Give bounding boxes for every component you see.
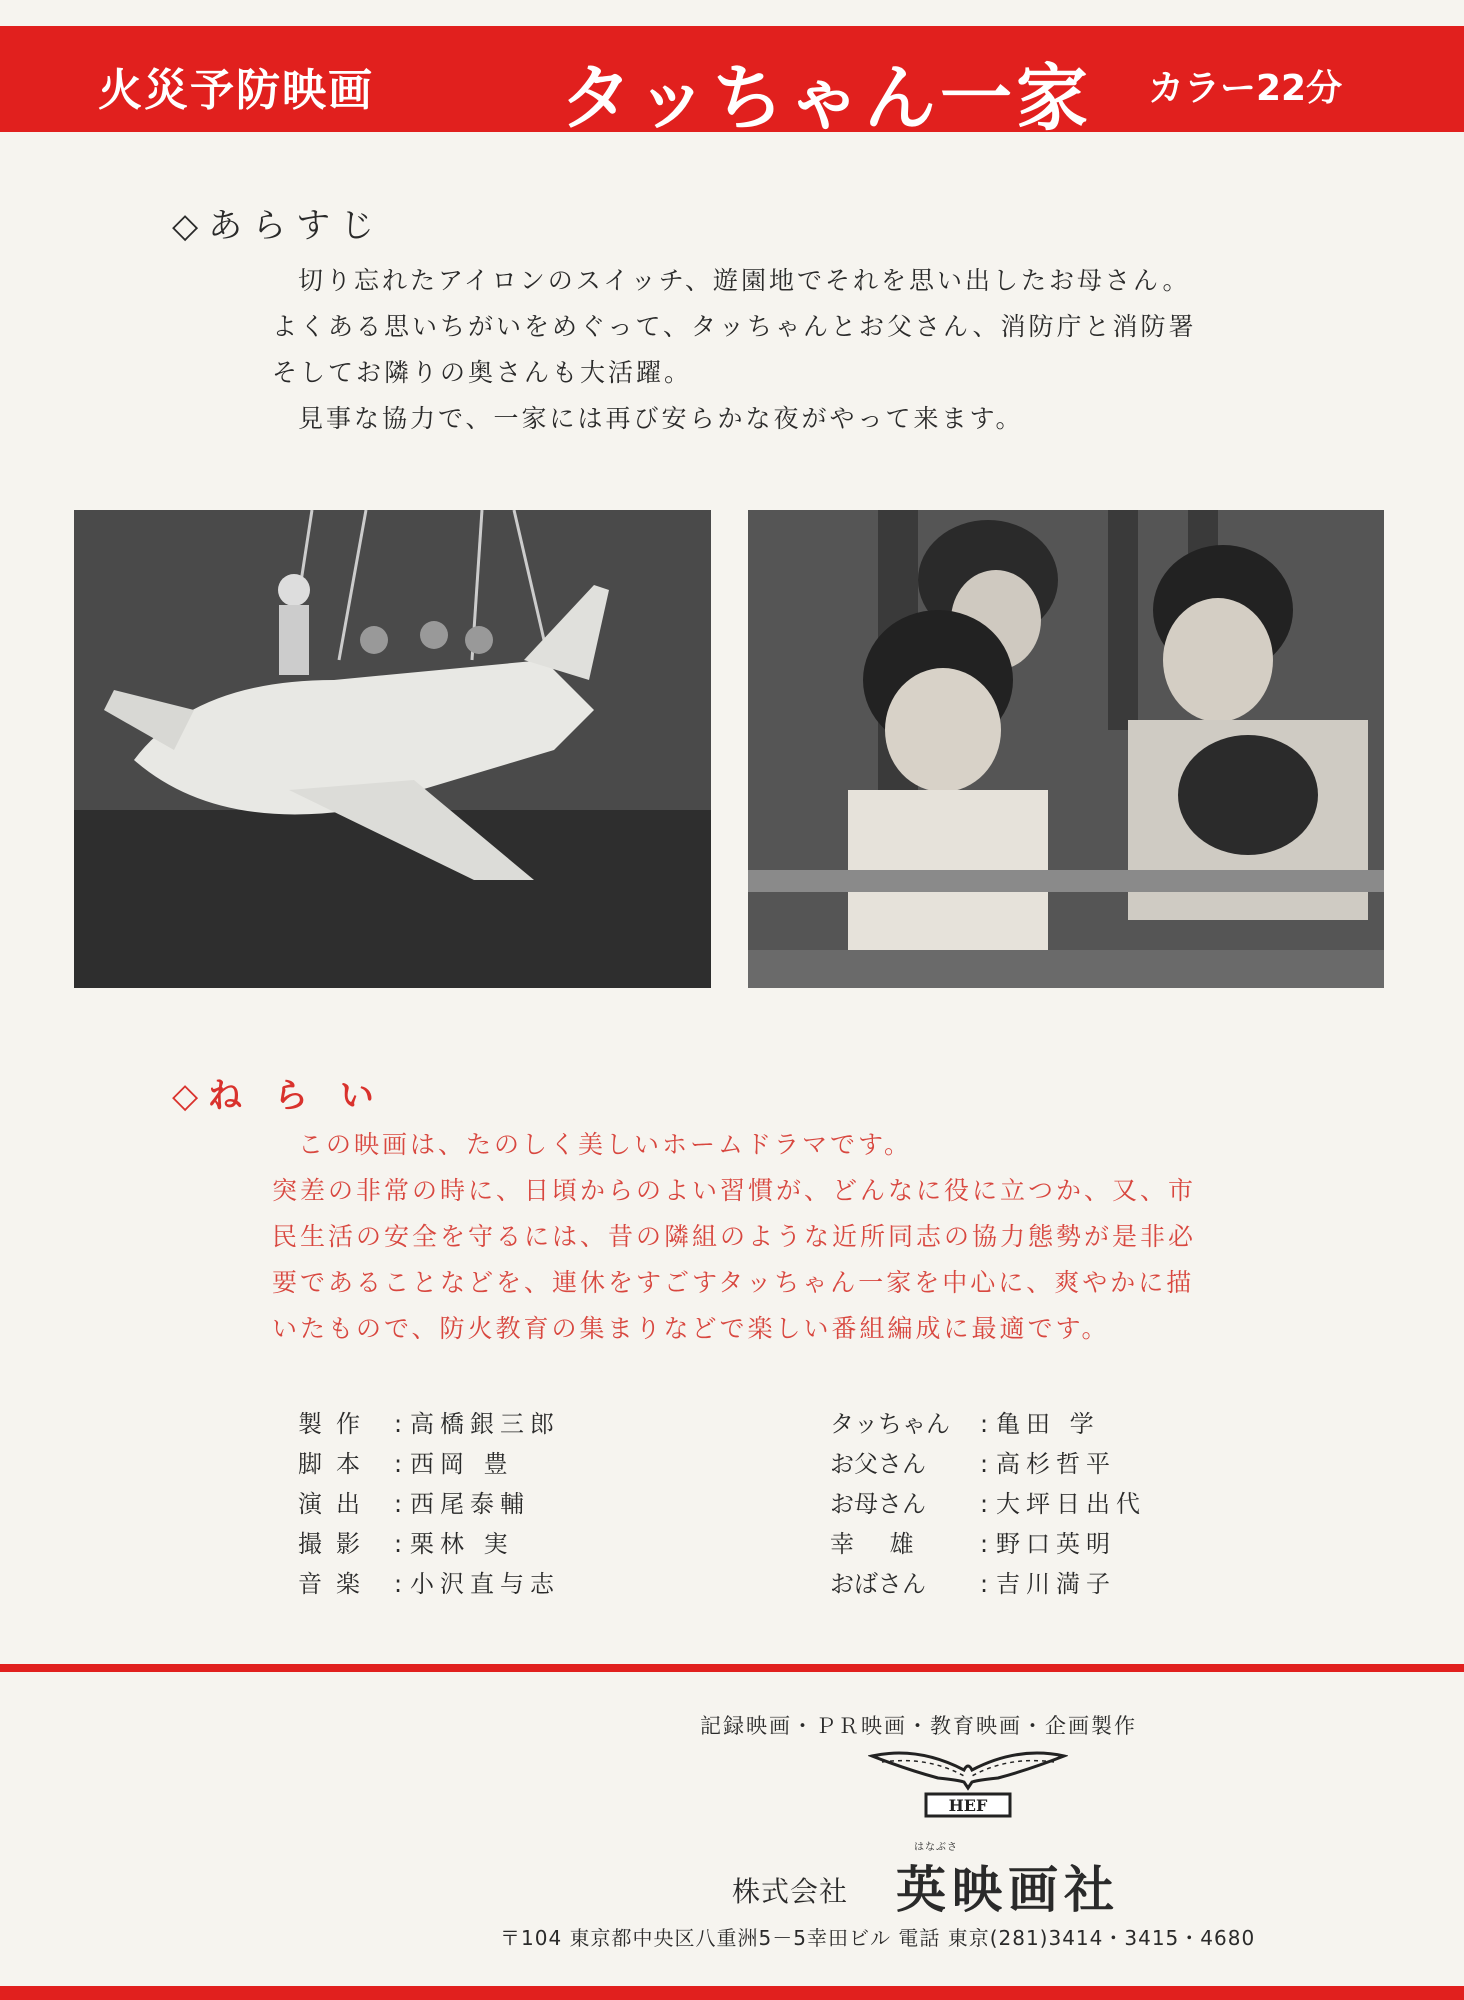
cast-name: 亀田 学 [996, 1410, 1100, 1438]
staff-role: 製作 [298, 1410, 374, 1438]
aim-line: 要であることなどを、連休をすごすタッちゃん一家を中心に、爽やかに描 [272, 1268, 1195, 1297]
staff-role: 演出 [298, 1490, 374, 1518]
synopsis-text [272, 258, 1197, 442]
staff-row: 演出 : 西尾泰輔 [298, 1484, 560, 1524]
staff-name: 西岡 豊 [410, 1450, 514, 1478]
cast-role: 幸 雄 [830, 1530, 928, 1558]
aim-line: 突差の非常の時に、日頃からのよい習慣が、どんなに役に立つか、又、市 [272, 1176, 1197, 1205]
cast-role: おばさん [830, 1570, 926, 1598]
staff-name: 西尾泰輔 [410, 1490, 530, 1518]
staff-name: 小沢直与志 [410, 1570, 560, 1598]
aim-line: 民生活の安全を守るには、昔の隣組のような近所同志の協力態勢が是非必 [272, 1222, 1197, 1251]
aim-line: いたもので、防火教育の集まりなどで楽しい番組編成に最適です。 [272, 1314, 1110, 1343]
film-title: タッちゃん一家 [560, 56, 1093, 140]
footer-divider [0, 1664, 1464, 1672]
staff-credits [298, 1404, 560, 1604]
header-band [0, 26, 1464, 140]
staff-role: 音楽 [298, 1570, 374, 1598]
company-address: 〒104 東京都中央区八重洲5－5幸田ビル 電話 東京(281)3414・3415・4680 [500, 1926, 1256, 1950]
services-line: 記録映画・ＰＲ映画・教育映画・企画製作 [700, 1714, 1137, 1738]
photo-roller-coaster [748, 510, 1384, 988]
synopsis-heading: ◇あらすじ [172, 206, 385, 246]
staff-role: 脚本 [298, 1450, 374, 1478]
staff-row: 製作 : 高橋銀三郎 [298, 1404, 560, 1444]
company-prefix: 株式会社 [732, 1875, 849, 1908]
staff-row: 脚本 : 西岡 豊 [298, 1444, 560, 1484]
photo-airplane-ride [74, 510, 711, 988]
logo-text: HEF [948, 1796, 988, 1815]
cast-name: 吉川満子 [996, 1570, 1116, 1598]
company-name: 英映画社 [896, 1861, 1120, 1919]
airplane-ride-illustration [74, 510, 711, 988]
cast-row: お父さん : 高杉哲平 [830, 1444, 1146, 1484]
aim-line: この映画は、たのしく美しいホームドラマです。 [298, 1130, 913, 1159]
company-logo [868, 1748, 1068, 1820]
film-category: 火災予防映画 [98, 65, 374, 116]
aim-heading: ◇ね ら い [172, 1076, 384, 1116]
cast-row: タッちゃん : 亀田 学 [830, 1404, 1146, 1444]
aim-text [272, 1122, 1196, 1352]
synopsis-line: そしてお隣りの奥さんも大活躍。 [272, 358, 693, 387]
staff-name: 高橋銀三郎 [410, 1410, 560, 1438]
roller-coaster-illustration [748, 510, 1384, 988]
footer-bottom-band [0, 1986, 1464, 2000]
cast-credits [830, 1404, 1146, 1604]
staff-row: 撮影 : 栗林 実 [298, 1524, 560, 1564]
cast-name: 高杉哲平 [996, 1450, 1116, 1478]
company-ruby: はなぶさ [914, 1842, 958, 1853]
synopsis-line: 見事な協力で、一家には再び安らかな夜がやって来ます。 [298, 404, 1024, 433]
cast-row: おばさん : 吉川満子 [830, 1564, 1146, 1604]
synopsis-line: 切り忘れたアイロンのスイッチ、遊園地でそれを思い出したお母さん。 [298, 266, 1191, 295]
cast-role: お母さん [830, 1490, 926, 1518]
staff-row: 音楽 : 小沢直与志 [298, 1564, 560, 1604]
staff-role: 撮影 [298, 1530, 374, 1558]
cast-name: 野口英明 [996, 1530, 1116, 1558]
eagle-logo-icon [868, 1748, 1068, 1820]
cast-role: お父さん [830, 1450, 926, 1478]
cast-name: 大坪日出代 [996, 1490, 1146, 1518]
cast-row: 幸 雄 : 野口英明 [830, 1524, 1146, 1564]
film-length: カラー22分 [1148, 68, 1343, 109]
cast-role: タッちゃん [830, 1410, 950, 1438]
synopsis-line: よくある思いちがいをめぐって、タッちゃんとお父さん、消防庁と消防署 [272, 312, 1197, 341]
cast-row: お母さん : 大坪日出代 [830, 1484, 1146, 1524]
staff-name: 栗林 実 [410, 1530, 514, 1558]
